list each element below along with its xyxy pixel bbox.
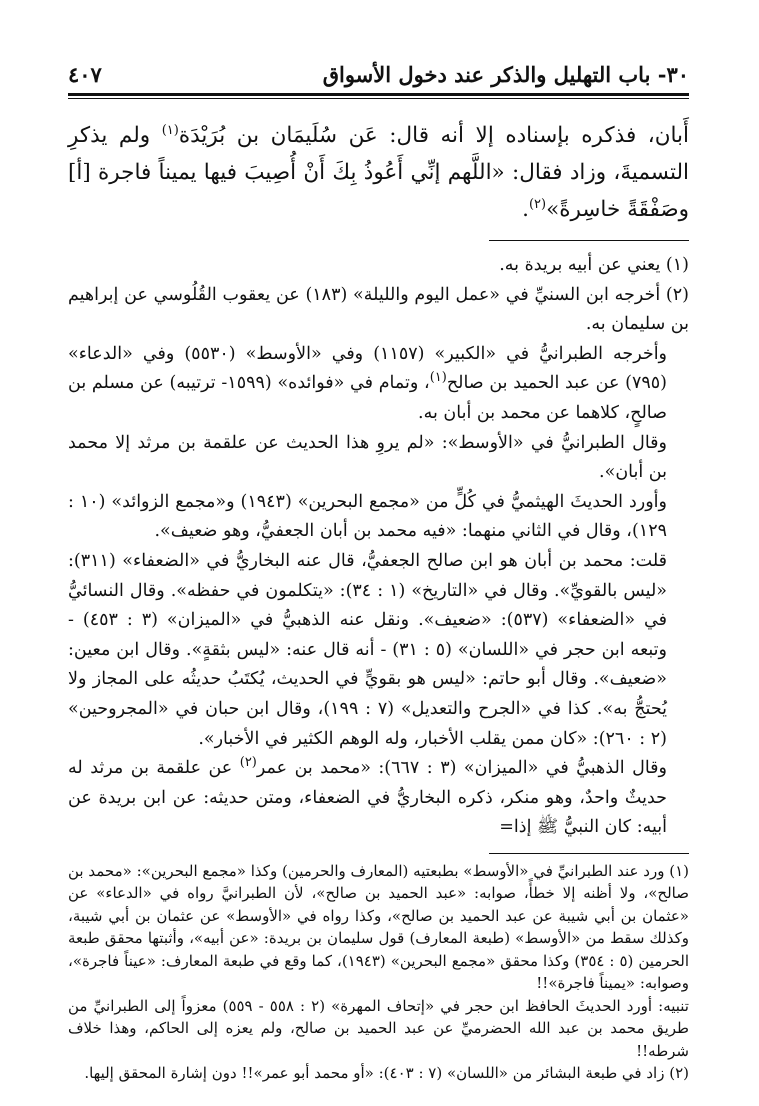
footnote-2-para-4: وأورد الحديثَ الهيثميُّ في كُلٍّ من «مجمع البحرين» (١٩٤٣) و«مجمع الزوائد» (١٠ : ١٢٩)، وقال في الثاني منهما: «فيه محمد بن أبان الجعفيُّ، وهو ضعيف». — [68, 491, 667, 542]
author-footnotes — [68, 251, 689, 843]
footnote-1: (١) يعني عن أبيه بريدة به. — [499, 255, 689, 275]
footnote-2-para-2-text-b: ، وتمام في «فوائده» (١٥٩٩- ترتيبه) عن مسلم بن صالحٍ، كلاهما عن محمد بن أبان به. — [68, 373, 667, 423]
main-text-part1: أَبان، فذكره بإسناده إلا أنه قال: عَن سُلَيمَان بن بُرَيْدَة — [178, 123, 689, 148]
footnote-marker-2[interactable]: (٢) — [528, 196, 547, 212]
header-rule — [68, 93, 689, 96]
footnote-2: (٢) أخرجه ابن السنيِّ في «عمل اليوم والليلة» (١٨٣) عن يعقوب القُلُوسي عن إبراهيم بن سليمان به. — [68, 284, 689, 335]
footnote-marker-1[interactable]: (١) — [161, 122, 179, 138]
running-header — [68, 62, 689, 93]
footnote-2-para-6-text-a: وقال الذهبيُّ في «الميزان» (٣ : ٦٦٧): «محمد بن عمر — [256, 758, 667, 779]
chapter-title: ٣٠- باب التهليل والذكر عند دخول الأسواق — [322, 62, 689, 87]
footnote-separator — [489, 240, 689, 241]
editor-note-1-warning: تنبيه: أورد الحديثَ الحافظ ابن حجر في «إتحاف المهرة» (٢ : ٥٥٨ - ٥٥٩) معزواً إلى الطبرانيِّ من طريق محمد بن عبد الله الحضرميِّ عن عبد الحميد بن صالح، ولم يعزه إلى الحاكم، وهذا خلاف شرطه!! — [68, 996, 689, 1060]
page-number: ٤٠٧ — [68, 62, 102, 87]
editor-notes — [68, 860, 689, 1085]
editor-note-2: (٢) زاد في طبعة البشائر من «اللسان» (٧ : ٤٠٣): «أو محمد أبو عمر»!! دون إشارة المحقق إليها. — [84, 1064, 689, 1083]
main-text — [68, 117, 689, 228]
footnote-2-para-5: قلت: محمد بن أبان هو ابن صالح الجعفيُّ، قال عنه البخاريُّ في «الضعفاء» (٣١١): «ليس بالقويِّ». وقال في «التاريخ» (١ : ٣٤): «يتكلمون في حفظه». وقال النسائيُّ في «الضعفاء» (٥٣٧): «ضعيف». ونقل عنه الذهبيُّ في «الميزان» (٣ : ٤٥٣) - وتبعه ابن حجر في «اللسان» (٥ : ٣١) - أنه قال عنه: «ليس بثقةٍ». وقال ابن معين: «ضعيف». وقال أبو حاتم: «ليس هو بقويٍّ في الحديث، يُكتَبُ حديثُه على المجاز ولا يُحتجُّ به». كذا في «الجرح والتعديل» (٧ : ١٩٩)، وقال ابن حبان في «المجروحين» (٢ : ٢٦٠): «كان ممن يقلب الأخبار، وله الوهم الكثير في الأخبار». — [68, 550, 667, 749]
main-text-part2: ولم يذكرِ التسميةَ، وزاد فقال: «اللَّهم إنِّي أَعُوذُ بِكَ أَنْ أُصِيبَ فيها يميناً فاجرة [أ] وصَفْقَةً خاسِرةً» — [68, 123, 689, 222]
editor-note-1: (١) ورد عند الطبرانيِّ في «الأوسط» بطبعتيه (المعارف والحرمين) وكذا «مجمع البحرين»: «محمد بن صالح»، ولا أظنه إلا خطأً، صوابه: «عبد الحميد بن صالح»، لأن الطبرانيَّ رواه في «الدعاء» عن «عثمان بن أبي شيبة عن عبد الحميد بن صالح»، وكذا رواه في «الأوسط» عن عثمان بن أبي شيبة، وكذلك سقط من «الأوسط» (طبعة المعارف) قول سليمان بن بريدة: «عن أبيه»، وأثبتها محقق طبعة الحرمين (٥ : ٣٥٤) وكذا محقق «مجمع البحرين» (١٩٤٣)، كما وقع في طبعة المعارف: «عيناً فاجرة»، وصوابه: «يميناً فاجرة»!! — [68, 861, 689, 993]
editor-notes-separator — [489, 853, 689, 854]
footnote-2-para-6-text-b: عن علقمة بن مرثد له حديثٌ واحدٌ، وهو منكر، ذكره البخاريُّ في الضعفاء، ومتن حديثه: عن ابن بريدة عن أبيه: كان النبيُّ ﷺ إذا= — [68, 758, 667, 838]
main-paragraph — [68, 117, 689, 228]
editor-note-marker-2[interactable]: (٢) — [239, 755, 257, 771]
footnote-2-para-2 — [68, 340, 689, 429]
editor-note-marker-1[interactable]: (١) — [429, 370, 447, 386]
footnote-2-para-6 — [68, 754, 689, 843]
header-rule-thin — [68, 98, 689, 99]
footnote-2-para-3: وقال الطبرانيُّ في «الأوسط»: «لم يروِ هذا الحديث عن علقمة بن مرثد إلا محمد بن أبان». — [68, 432, 667, 483]
footnote-2-para-2-text-a: وأخرجه الطبرانيُّ في «الكبير» (١١٥٧) وفي «الأوسط» (٥٥٣٠) وفي «الدعاء» (٧٩٥) عن عبد الحميد بن صالح — [68, 343, 668, 394]
main-text-part3: . — [522, 197, 529, 222]
